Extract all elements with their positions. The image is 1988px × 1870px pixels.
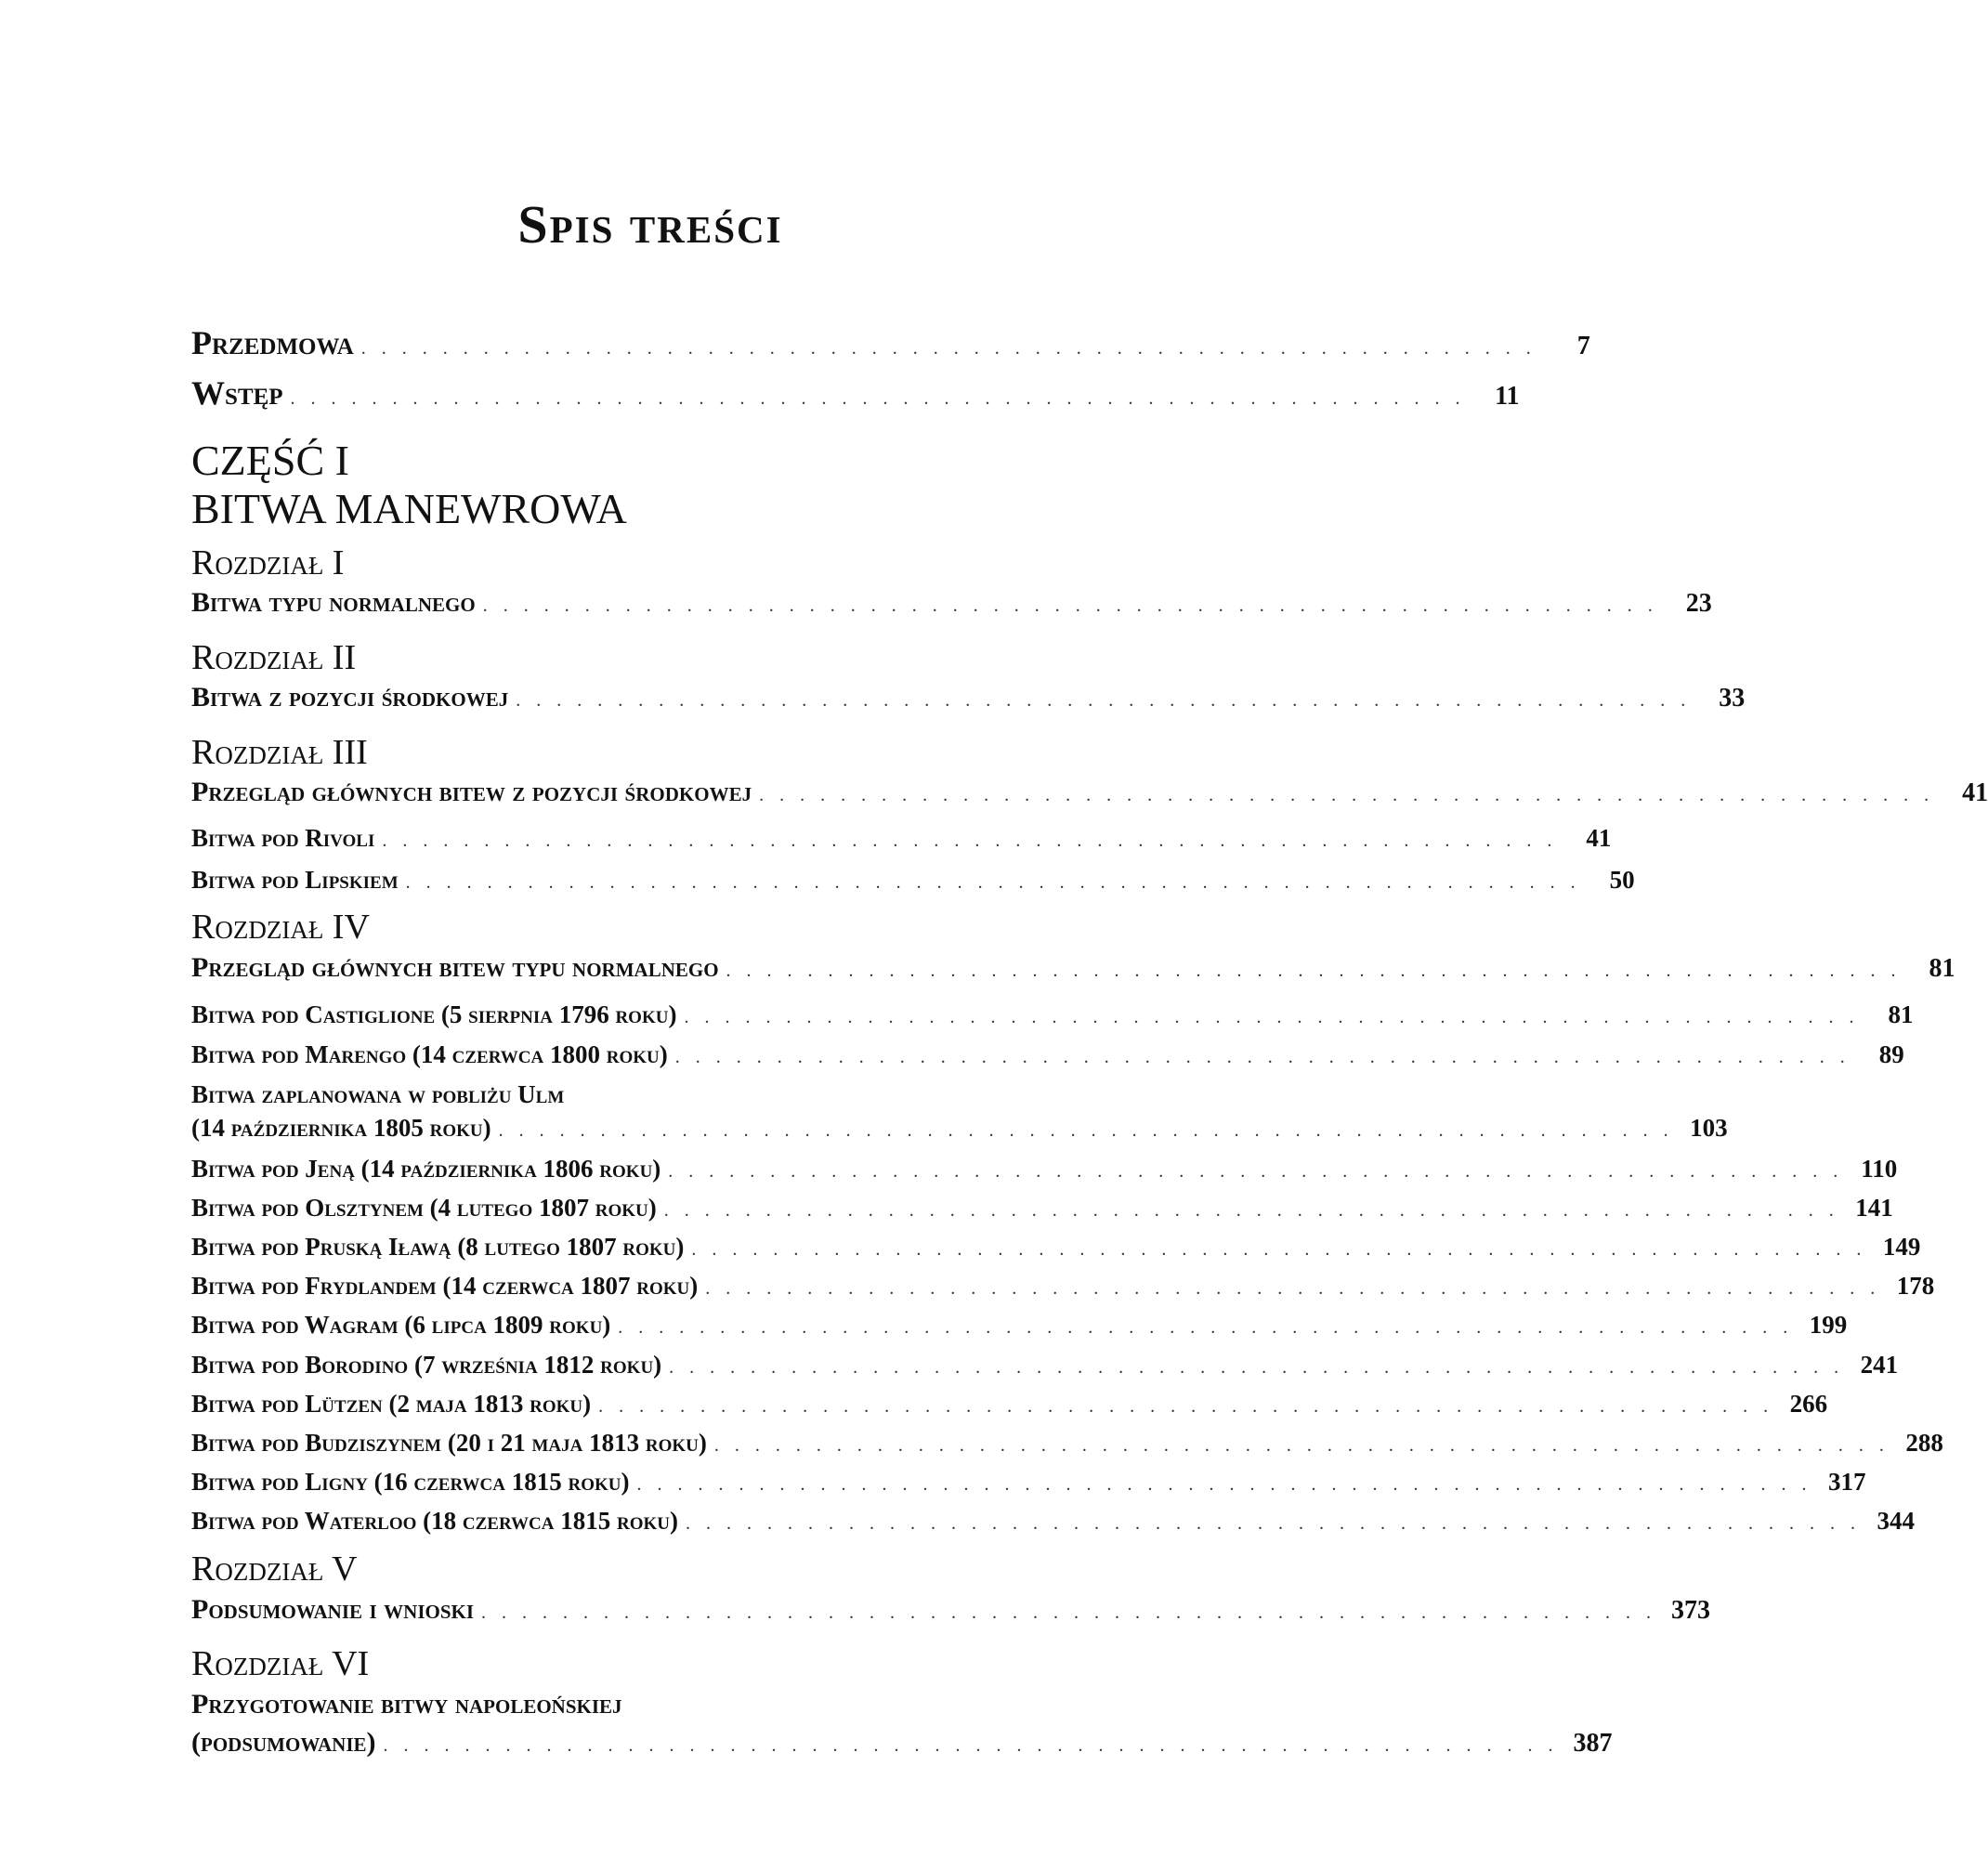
entry-label: Bitwa z pozycji środkowej [191, 682, 509, 713]
page-title: Spis treści [517, 194, 783, 255]
dot-leader: . . . . . . . . . . . . . . . . . . . . . . . . . . . . . . . . . . . . . . . . . . . . . . . . . . . . . . . . . . [618, 1317, 1794, 1338]
entry-label: Bitwa typu normalnego [191, 587, 476, 618]
entry-page: 41 [1962, 778, 1988, 807]
entry-label: Wstęp [191, 374, 283, 412]
dot-leader: . . . . . . . . . . . . . . . . . . . . . . . . . . . . . . . . . . . . . . . . . . . . . . . . . . . . . . . . . . [516, 690, 1692, 711]
dot-leader: . . . . . . . . . . . . . . . . . . . . . . . . . . . . . . . . . . . . . . . . . . . . . . . . . . . . . . . . . . [405, 872, 1581, 893]
toc-entry-chapter-3[interactable] [191, 777, 1988, 808]
dot-leader: . . . . . . . . . . . . . . . . . . . . . . . . . . . . . . . . . . . . . . . . . . . . . . . . . . . . . . . . . . [674, 1047, 1851, 1067]
toc-entry-chapter-5[interactable] [191, 1594, 1711, 1626]
dot-leader: . . . . . . . . . . . . . . . . . . . . . . . . . . . . . . . . . . . . . . . . . . . . . . . . . . . . . . . . . . [668, 1161, 1844, 1182]
dot-leader: . . . . . . . . . . . . . . . . . . . . . . . . . . . . . . . . . . . . . . . . . . . . . . . . . . . . . . . . . . [759, 785, 1935, 805]
dot-leader: . . . . . . . . . . . . . . . . . . . . . . . . . . . . . . . . . . . . . . . . . . . . . . . . . . . . . . . . . . [482, 595, 1658, 616]
dot-leader: . . . . . . . . . . . . . . . . . . . . . . . . . . . . . . . . . . . . . . . . . . . . . . . . . . . . . . . . . . [481, 1602, 1657, 1623]
entry-page: 41 [1586, 824, 1612, 852]
part-heading [191, 437, 1131, 533]
entry-page: 141 [1855, 1194, 1893, 1222]
entry-label: Bitwa pod Jeną (14 października 1806 roku) [191, 1155, 661, 1183]
entry-label: Bitwa pod Lützen (2 maja 1813 roku) [191, 1390, 592, 1418]
toc-entry-budziszyn[interactable] [191, 1429, 1943, 1458]
entry-page: 241 [1860, 1351, 1899, 1379]
chapter-heading: Rozdział VI [191, 1644, 370, 1683]
chapter-heading: Rozdział II [191, 638, 357, 677]
dot-leader: . . . . . . . . . . . . . . . . . . . . . . . . . . . . . . . . . . . . . . . . . . . . . . . . . . . . . . . . . . [636, 1474, 1812, 1495]
entry-label: Bitwa pod Rivoli [191, 824, 375, 852]
toc-entry-marengo[interactable] [191, 1040, 1904, 1069]
dot-leader: . . . . . . . . . . . . . . . . . . . . . . . . . . . . . . . . . . . . . . . . . . . . . . . . . . . . . . . . . . [382, 830, 1558, 851]
entry-page: 373 [1671, 1596, 1711, 1625]
toc-entry-wstep[interactable] [191, 373, 1520, 412]
toc-entry-przedmowa[interactable] [191, 323, 1590, 362]
entry-page: 81 [1929, 954, 1955, 983]
part-title: BITWA MANEWROWA [191, 485, 627, 532]
entry-page: 7 [1576, 332, 1590, 360]
chapter-heading: Rozdział I [191, 543, 345, 582]
toc-entry-jena[interactable] [191, 1155, 1898, 1183]
toc-entry-rivoli[interactable] [191, 824, 1612, 853]
entry-label: Bitwa pod Castiglione (5 sierpnia 1796 roku) [191, 1000, 677, 1028]
toc-entry-borodino[interactable] [191, 1351, 1899, 1380]
toc-entry-chapter-4[interactable] [191, 952, 1955, 984]
toc-entry-ligny[interactable] [191, 1468, 1866, 1497]
toc-entry-waterloo[interactable] [191, 1507, 1915, 1536]
chapter-heading: Rozdział III [191, 733, 368, 772]
entry-label-line1[interactable]: Przygotowanie bitwy napoleońskiej [191, 1689, 622, 1720]
toc-entry-chapter-6[interactable] [191, 1727, 1613, 1759]
entry-page: 110 [1861, 1155, 1898, 1183]
dot-leader: . . . . . . . . . . . . . . . . . . . . . . . . . . . . . . . . . . . . . . . . . . . . . . . . . . . . . . . . . . [663, 1200, 1839, 1221]
toc-entry-castiglione[interactable] [191, 1000, 1914, 1029]
entry-page: 89 [1878, 1040, 1904, 1068]
toc-entry-lutzen[interactable] [191, 1390, 1828, 1419]
toc-entry-lipsk[interactable] [191, 866, 1635, 895]
entry-page: 266 [1789, 1390, 1828, 1418]
entry-label: (podsumowanie) [191, 1727, 376, 1758]
part-number: CZĘŚĆ I [191, 437, 349, 484]
entry-page: 50 [1609, 866, 1635, 894]
dot-leader: . . . . . . . . . . . . . . . . . . . . . . . . . . . . . . . . . . . . . . . . . . . . . . . . . . . . . . . . . . [598, 1396, 1774, 1417]
entry-label: Bitwa pod Waterloo (18 czerwca 1815 roku) [191, 1507, 678, 1535]
dot-leader: . . . . . . . . . . . . . . . . . . . . . . . . . . . . . . . . . . . . . . . . . . . . . . . . . . . . . . . . . . [383, 1735, 1559, 1756]
entry-label: Przegląd głównych bitew typu normalnego [191, 952, 719, 983]
dot-leader: . . . . . . . . . . . . . . . . . . . . . . . . . . . . . . . . . . . . . . . . . . . . . . . . . . . . . . . . . . [685, 1513, 1861, 1534]
entry-page: 317 [1827, 1468, 1866, 1496]
toc-entry-olsztyn[interactable] [191, 1194, 1893, 1223]
entry-page: 344 [1877, 1507, 1915, 1535]
dot-leader: . . . . . . . . . . . . . . . . . . . . . . . . . . . . . . . . . . . . . . . . . . . . . . . . . . . . . . . . . . [360, 338, 1537, 359]
entry-page: 178 [1896, 1272, 1935, 1300]
entry-label: Bitwa pod Frydlandem (14 czerwca 1807 roku) [191, 1272, 699, 1300]
toc-entry-ilawa[interactable] [191, 1233, 1921, 1262]
chapter-heading: Rozdział IV [191, 908, 370, 947]
toc-entry-ulm[interactable] [191, 1114, 1728, 1143]
entry-label: Przedmowa [191, 324, 354, 361]
dot-leader: . . . . . . . . . . . . . . . . . . . . . . . . . . . . . . . . . . . . . . . . . . . . . . . . . . . . . . . . . . [691, 1239, 1867, 1260]
entry-page: 387 [1573, 1729, 1613, 1758]
entry-label: Bitwa pod Ligny (16 czerwca 1815 roku) [191, 1468, 630, 1496]
entry-label: Bitwa pod Lipskiem [191, 866, 399, 894]
entry-page: 103 [1690, 1114, 1728, 1142]
entry-label: Bitwa pod Borodino (7 września 1812 roku) [191, 1351, 662, 1379]
toc-entry-chapter-1[interactable] [191, 587, 1712, 619]
dot-leader: . . . . . . . . . . . . . . . . . . . . . . . . . . . . . . . . . . . . . . . . . . . . . . . . . . . . . . . . . . [726, 961, 1902, 981]
entry-label: Bitwa pod Budziszynem (20 i 21 maja 1813 roku) [191, 1429, 707, 1457]
dot-leader: . . . . . . . . . . . . . . . . . . . . . . . . . . . . . . . . . . . . . . . . . . . . . . . . . . . . . . . . . . [684, 1007, 1860, 1027]
toc-entry-chapter-2[interactable] [191, 682, 1746, 713]
dot-leader: . . . . . . . . . . . . . . . . . . . . . . . . . . . . . . . . . . . . . . . . . . . . . . . . . . . . . . . . . . [498, 1120, 1674, 1141]
entry-page: 199 [1809, 1311, 1848, 1339]
toc-entry-frydland[interactable] [191, 1272, 1935, 1301]
entry-page: 23 [1685, 589, 1712, 618]
entry-label: Bitwa pod Pruską Iławą (8 lutego 1807 roku) [191, 1233, 685, 1261]
dot-leader: . . . . . . . . . . . . . . . . . . . . . . . . . . . . . . . . . . . . . . . . . . . . . . . . . . . . . . . . . . [290, 388, 1466, 409]
entry-label: Przegląd głównych bitew z pozycji środkowej [191, 777, 752, 807]
dot-leader: . . . . . . . . . . . . . . . . . . . . . . . . . . . . . . . . . . . . . . . . . . . . . . . . . . . . . . . . . . [705, 1278, 1881, 1299]
entry-label: Bitwa pod Marengo (14 czerwca 1800 roku) [191, 1040, 668, 1068]
entry-page: 11 [1495, 382, 1520, 411]
chapter-heading: Rozdział V [191, 1550, 358, 1589]
entry-page: 149 [1882, 1233, 1921, 1261]
entry-label: Bitwa pod Olsztynem (4 lutego 1807 roku) [191, 1194, 657, 1222]
entry-label: (14 października 1805 roku) [191, 1114, 491, 1142]
entry-page: 288 [1905, 1429, 1943, 1457]
entry-label-line1[interactable]: Bitwa zaplanowana w pobliżu Ulm [191, 1080, 565, 1108]
dot-leader: . . . . . . . . . . . . . . . . . . . . . . . . . . . . . . . . . . . . . . . . . . . . . . . . . . . . . . . . . . [713, 1435, 1890, 1456]
toc-entry-wagram[interactable] [191, 1311, 1848, 1340]
entry-label: Podsumowanie i wnioski [191, 1594, 475, 1625]
entry-page: 33 [1719, 684, 1746, 713]
dot-leader: . . . . . . . . . . . . . . . . . . . . . . . . . . . . . . . . . . . . . . . . . . . . . . . . . . . . . . . . . . [669, 1357, 1845, 1378]
entry-page: 81 [1888, 1000, 1914, 1028]
entry-label: Bitwa pod Wagram (6 lipca 1809 roku) [191, 1311, 611, 1339]
